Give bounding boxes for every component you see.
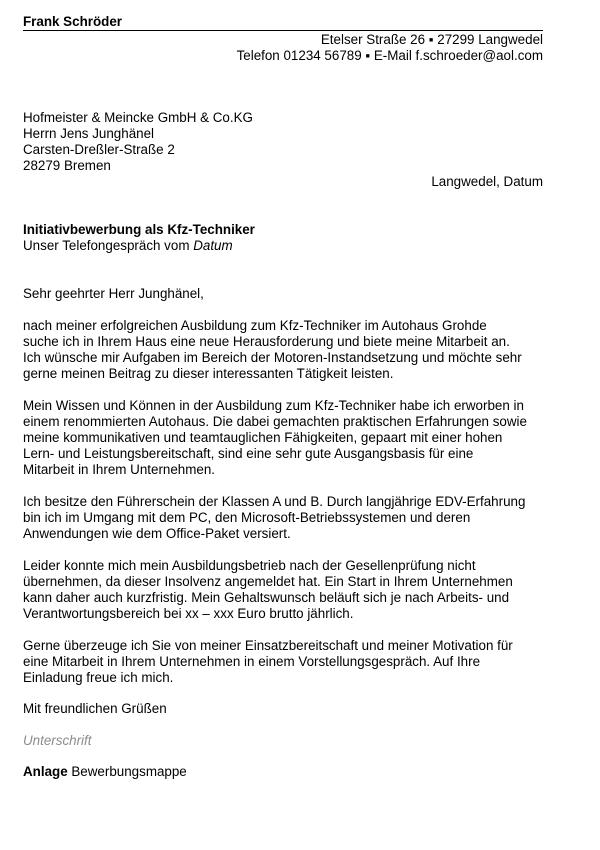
paragraph-line: Gerne überzeuge ich Sie von meiner Einsatzbereitschaft und meiner Motivation für — [23, 638, 513, 653]
paragraph-line: kann daher auch kurzfristig. Mein Gehaltswunsch beläuft sich je nach Arbeits- und — [23, 590, 510, 605]
paragraph-line: gerne meinen Beitrag zu dieser interessanten Tätigkeit leisten. — [23, 366, 394, 381]
sender-address-line: Etelser Straße 26 ▪ 27299 Langwedel — [320, 32, 543, 47]
paragraph-line: Mitarbeit in Ihrem Unternehmen. — [23, 462, 216, 477]
subject-title: Initiativbewerbung als Kfz-Techniker — [23, 222, 255, 237]
body-paragraph — [23, 318, 543, 382]
paragraph-line: Ich wünsche mir Aufgaben im Bereich der Motoren-Instandsetzung und möchte sehr — [23, 350, 522, 365]
body-paragraph — [23, 398, 543, 478]
enclosure-label: Anlage — [23, 764, 68, 779]
paragraph-line: Einladung freue ich mich. — [23, 670, 174, 685]
paragraph-line: nach meiner erfolgreichen Ausbildung zum Kfz-Techniker im Autohaus Grohde — [23, 318, 487, 333]
paragraph-line: eine Mitarbeit in Ihrem Unternehmen in einem Vorstellungsgespräch. Auf Ihre — [23, 654, 481, 669]
sender-contact-line: Telefon 01234 56789 ▪ E-Mail f.schroeder@aol.com — [236, 48, 543, 63]
enclosure — [23, 764, 543, 780]
closing: Mit freundlichen Grüßen — [23, 701, 167, 716]
date-line: Langwedel, Datum — [431, 174, 543, 189]
paragraph-line: suche ich in Ihrem Haus eine neue Herausforderung und biete meine Mitarbeit an. — [23, 334, 510, 349]
paragraph-line: einem renommierten Autohaus. Die dabei gemachten praktischen Erfahrungen sowie — [23, 414, 527, 429]
paragraph-line: Anwendungen wie dem Office-Paket versiert. — [23, 526, 291, 541]
subject — [23, 222, 543, 254]
subject-ref-date: Datum — [193, 238, 233, 253]
paragraph-line: Mein Wissen und Können in der Ausbildung zum Kfz-Techniker habe ich erworben in — [23, 398, 524, 413]
enclosure-text: Bewerbungsmappe — [67, 764, 187, 779]
paragraph-line: Verantwortungsbereich bei xx – xxx Euro brutto jährlich. — [23, 606, 354, 621]
signature-placeholder: Unterschrift — [23, 733, 92, 748]
paragraph-line: Lern- und Leistungsbereitschaft, sind eine sehr gute Ausgangsbasis für eine — [23, 446, 474, 461]
sender-name: Frank Schröder — [23, 14, 543, 31]
paragraph-line: übernehmen, da dieser Insolvenz angemeldet hat. Ein Start in Ihrem Unternehmen — [23, 574, 513, 589]
letter-page — [23, 14, 543, 780]
salutation: Sehr geehrter Herr Junghänel, — [23, 286, 204, 301]
paragraph-line: meine kommunikativen und teamtauglichen Fähigkeiten, gepaart mit einer hohen — [23, 430, 503, 445]
recipient-company: Hofmeister & Meincke GmbH & Co.KG — [23, 110, 253, 125]
paragraph-line: Leider konnte mich mein Ausbildungsbetrieb nach der Gesellenprüfung nicht — [23, 558, 476, 573]
subject-reference — [23, 238, 543, 254]
body-paragraph — [23, 638, 543, 686]
subject-ref-prefix: Unser Telefongespräch vom — [23, 238, 194, 253]
recipient-street: Carsten-Dreßler-Straße 2 — [23, 142, 175, 157]
body-paragraph — [23, 558, 543, 622]
recipient-city: 28279 Bremen — [23, 158, 111, 173]
paragraph-line: bin ich im Umgang mit dem PC, den Microsoft-Betriebssystemen und deren — [23, 510, 471, 525]
paragraph-line: Ich besitze den Führerschein der Klassen A und B. Durch langjährige EDV-Erfahrung — [23, 494, 526, 509]
recipient-person: Herrn Jens Junghänel — [23, 126, 155, 141]
recipient-address — [23, 110, 543, 174]
sender-address — [23, 32, 543, 64]
body-paragraph — [23, 494, 543, 542]
